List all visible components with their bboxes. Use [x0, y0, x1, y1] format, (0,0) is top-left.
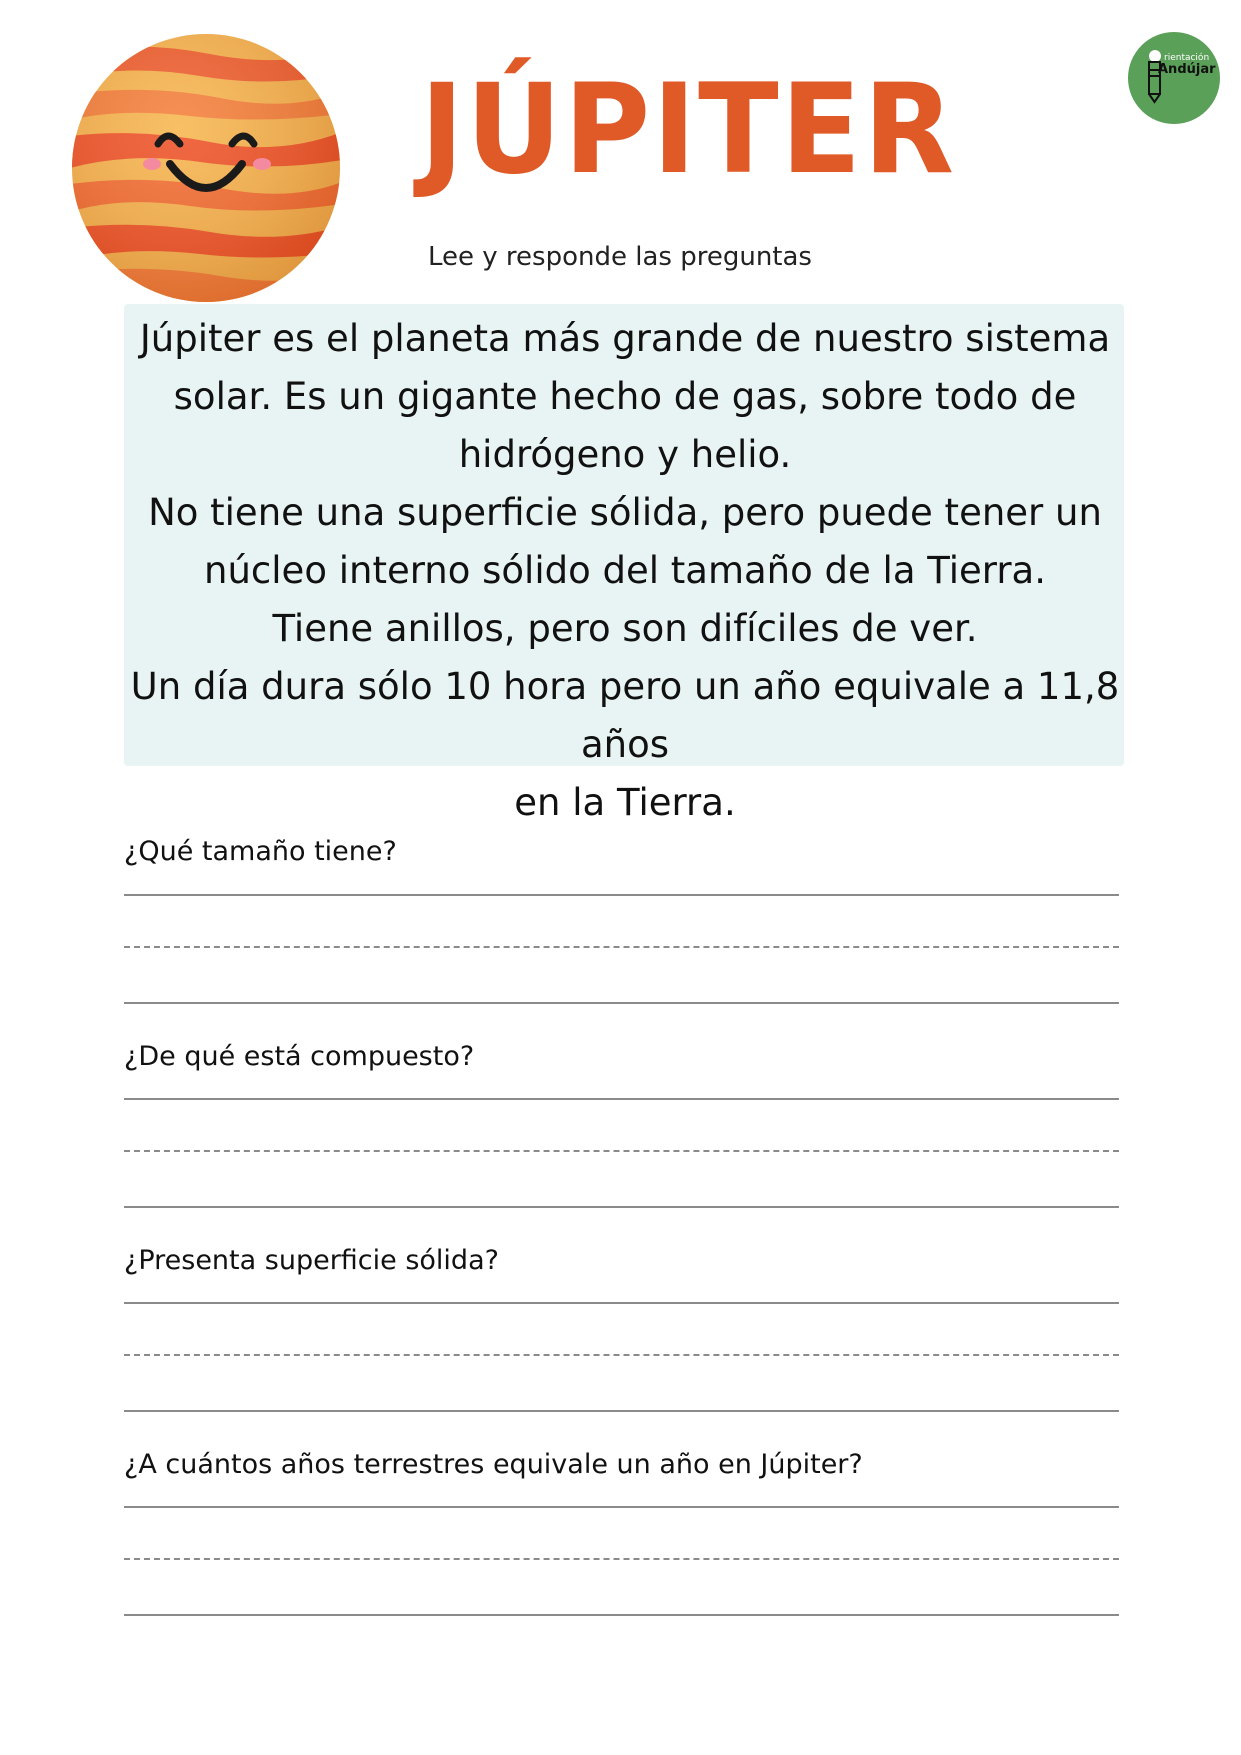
question-3: ¿Presenta superficie sólida?	[124, 1245, 499, 1276]
page-title: JÚPITER	[420, 56, 957, 202]
answer-line-dashed[interactable]	[124, 1150, 1119, 1152]
answer-line[interactable]	[124, 1302, 1119, 1304]
logo	[1128, 32, 1220, 124]
answer-line-dashed[interactable]	[124, 1354, 1119, 1356]
logo-text-small: rientación	[1164, 53, 1210, 63]
reading-passage	[120, 310, 1130, 832]
passage-line: No tiene una superficie sólida, pero puede tener un	[148, 491, 1102, 534]
jupiter-illustration	[70, 32, 342, 304]
logo-brand: Andújar	[1158, 62, 1216, 77]
answer-line[interactable]	[124, 1506, 1119, 1508]
page-subtitle: Lee y responde las preguntas	[428, 242, 812, 272]
passage-line: en la Tierra.	[514, 781, 736, 824]
answer-line-dashed[interactable]	[124, 946, 1119, 948]
passage-line: núcleo interno sólido del tamaño de la Tierra.	[204, 549, 1046, 592]
question-1: ¿Qué tamaño tiene?	[124, 836, 397, 867]
pencil-icon	[1128, 32, 1220, 124]
passage-line: Júpiter es el planeta más grande de nuestro sistema	[139, 317, 1111, 360]
passage-line: solar. Es un gigante hecho de gas, sobre todo de	[173, 375, 1077, 418]
passage-line: hidrógeno y helio.	[458, 433, 792, 476]
question-2: ¿De qué está compuesto?	[124, 1041, 475, 1072]
answer-line[interactable]	[124, 1410, 1119, 1412]
passage-line: Tiene anillos, pero son difíciles de ver.	[272, 607, 978, 650]
answer-line[interactable]	[124, 1098, 1119, 1100]
answer-line[interactable]	[124, 1206, 1119, 1208]
answer-line[interactable]	[124, 1002, 1119, 1004]
answer-line[interactable]	[124, 894, 1119, 896]
answer-line[interactable]	[124, 1614, 1119, 1616]
question-4: ¿A cuántos años terrestres equivale un año en Júpiter?	[124, 1449, 863, 1480]
answer-line-dashed[interactable]	[124, 1558, 1119, 1560]
passage-line: Un día dura sólo 10 hora pero un año equivale a 11,8 años	[130, 665, 1120, 766]
